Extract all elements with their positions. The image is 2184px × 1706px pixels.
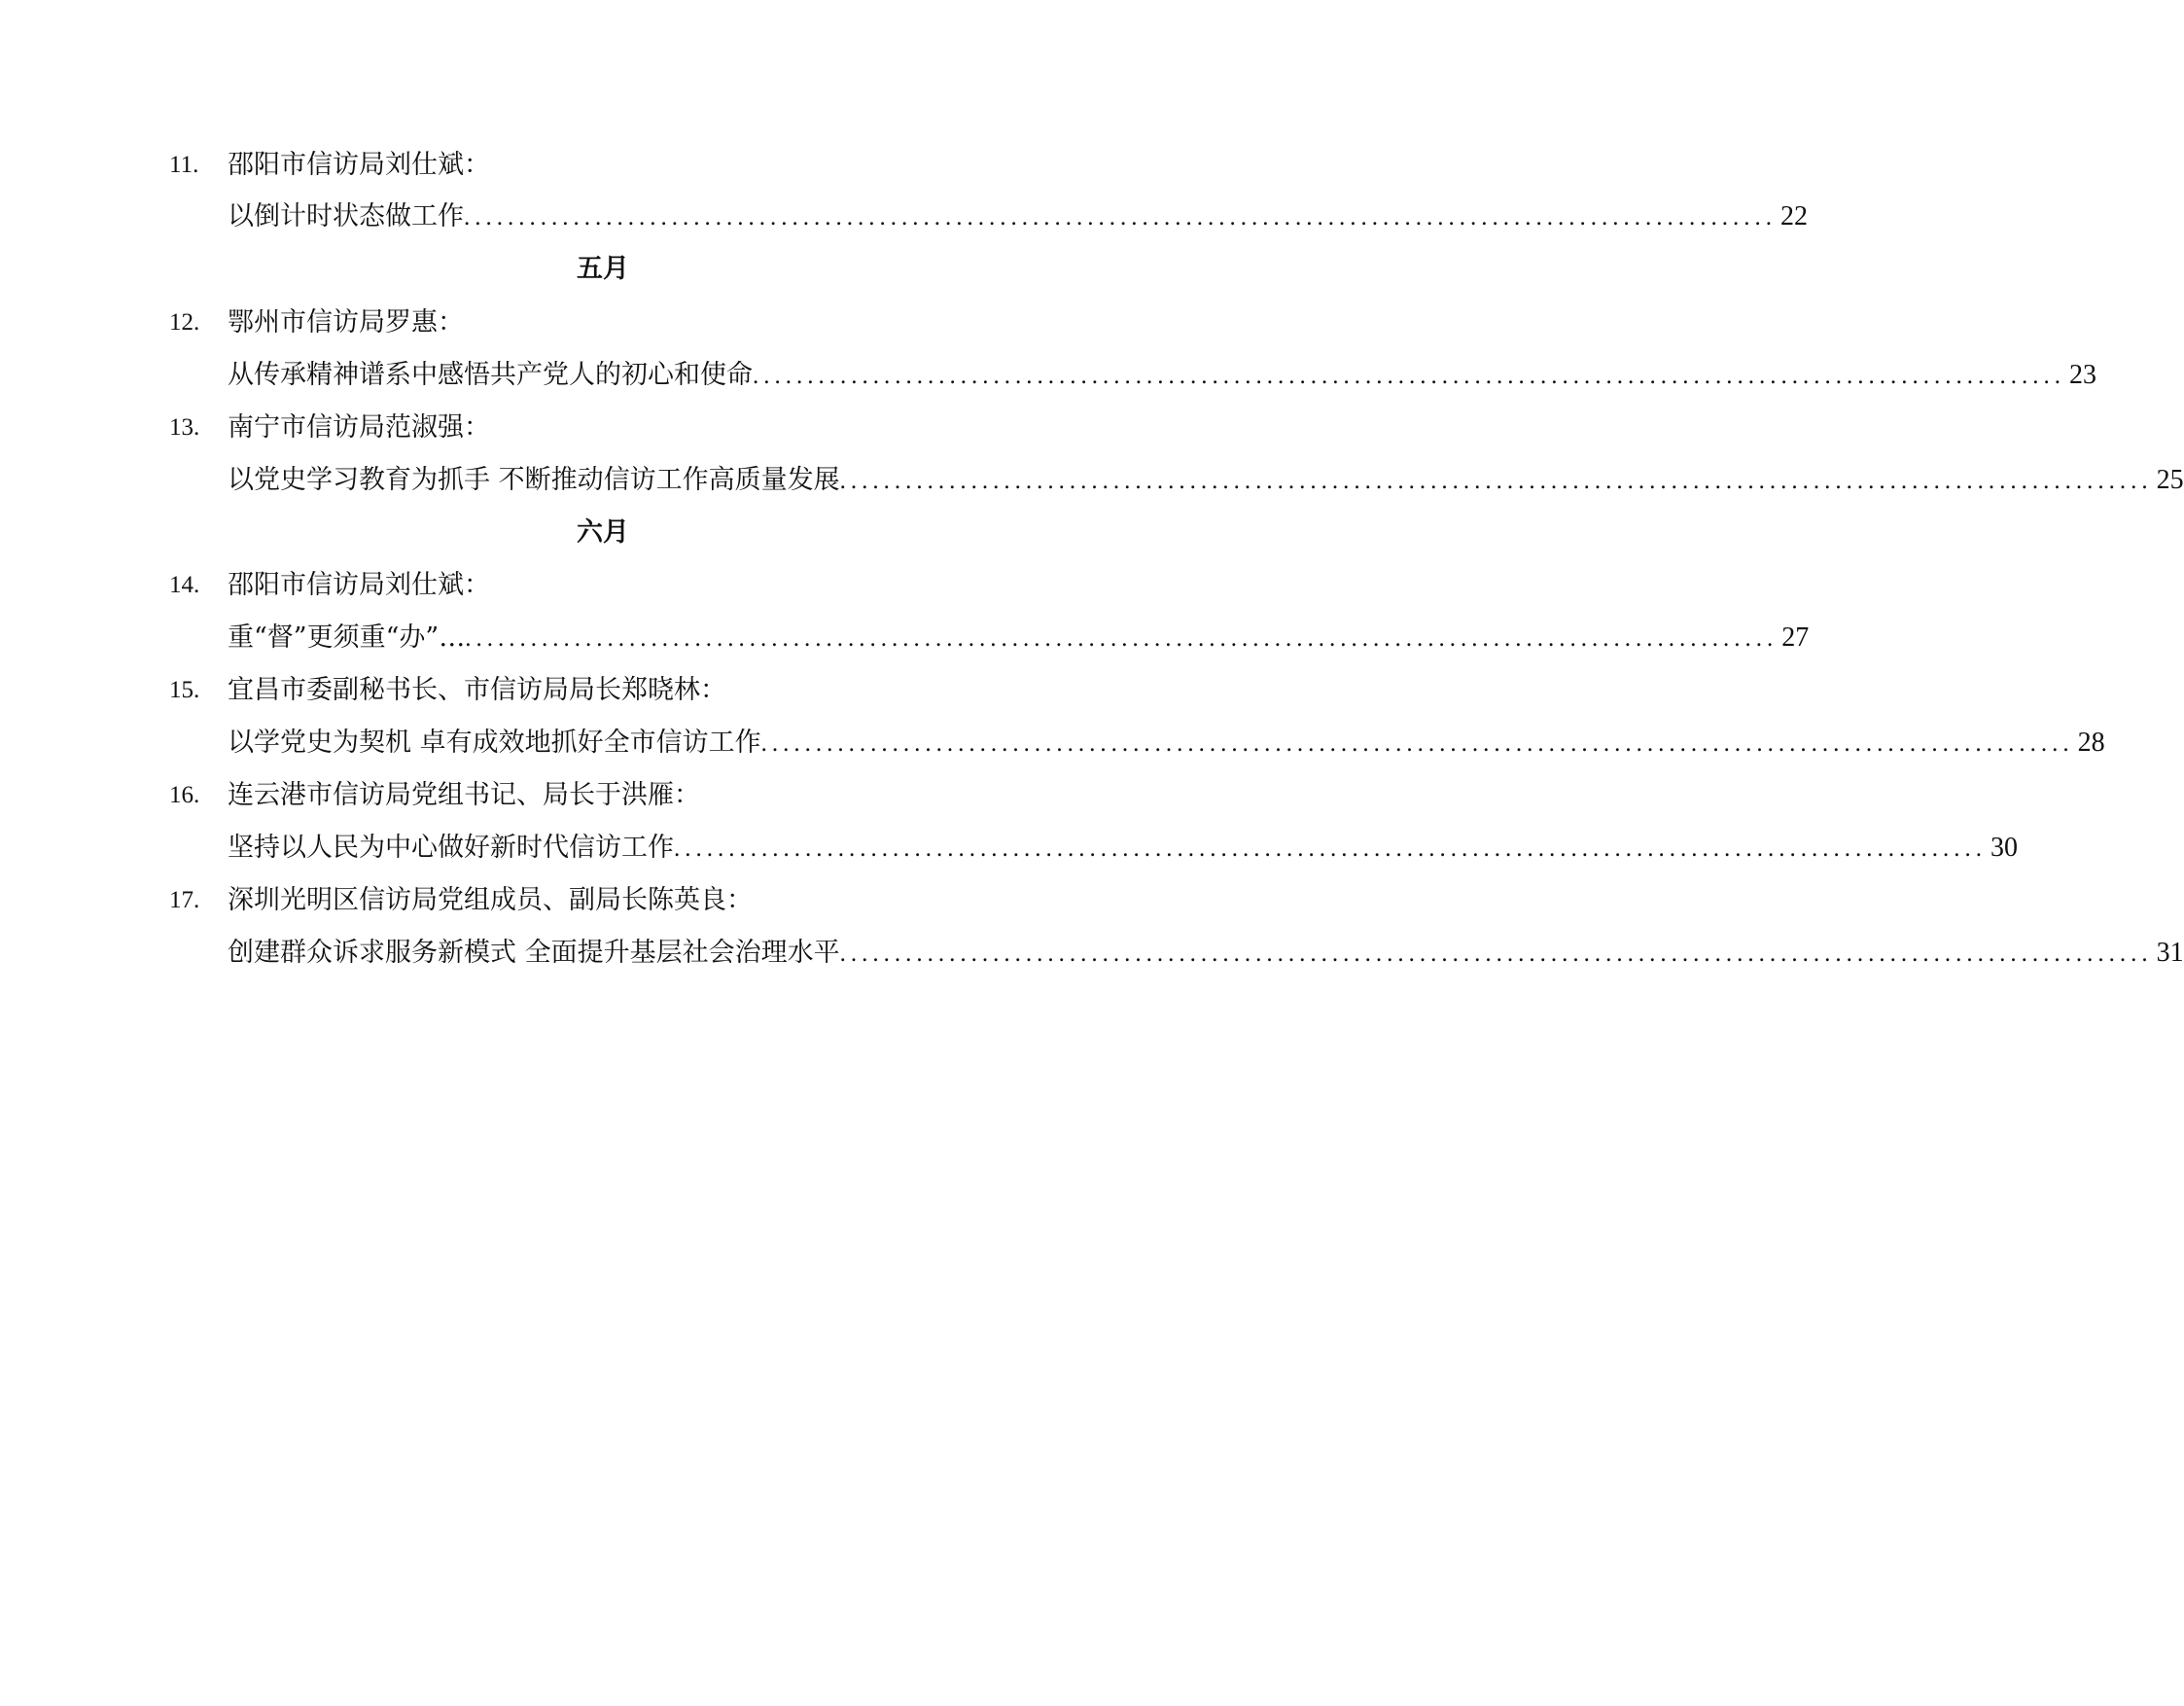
dot-leader: ........................................................................................................................ bbox=[464, 204, 1777, 231]
toc-item-16-entry[interactable] bbox=[0, 829, 2018, 868]
toc-page-number[interactable]: 28 bbox=[2077, 728, 2105, 758]
toc-item-number: 13. bbox=[169, 414, 200, 441]
toc-item-14-header bbox=[0, 566, 1206, 605]
toc-item-author: 深圳光明区信访局党组成员、副局长陈英良： bbox=[228, 885, 753, 915]
toc-item-12-entry[interactable] bbox=[0, 356, 2096, 395]
dot-leader: ........................................................................................................................ bbox=[753, 363, 2065, 389]
toc-entry[interactable] bbox=[228, 934, 2184, 974]
toc-entry[interactable] bbox=[228, 356, 2096, 396]
toc-item-17-entry[interactable] bbox=[0, 934, 2184, 973]
toc-item-author: 鄂州市信访局罗惠： bbox=[228, 307, 464, 338]
dot-leader: ........................................................................................................................ bbox=[760, 730, 2074, 757]
toc-page-number[interactable]: 22 bbox=[1780, 201, 1808, 231]
dot-leader: ........................................................................................................................ bbox=[674, 835, 1987, 862]
toc-page-number[interactable]: 25 bbox=[2156, 465, 2184, 495]
toc-page-number[interactable]: 23 bbox=[2069, 360, 2096, 390]
dot-leader: ........................................................................................................................ bbox=[839, 468, 2153, 494]
toc-item-13-header bbox=[0, 409, 1206, 447]
toc-item-15-entry[interactable] bbox=[0, 724, 2105, 763]
toc-entry-title[interactable]: 从传承精神谱系中感悟共产党人的初心和使命 bbox=[228, 360, 753, 390]
toc-entry-title[interactable]: 以倒计时状态做工作 bbox=[228, 201, 464, 231]
toc-page-number[interactable]: 30 bbox=[1990, 833, 2018, 863]
toc-item-number: 17. bbox=[169, 887, 200, 913]
toc-entry-title[interactable]: 以学党史为契机 卓有成效地抓好全市信访工作 bbox=[228, 728, 761, 758]
toc-entry-title[interactable]: 创建群众诉求服务新模式 全面提升基层社会治理水平 bbox=[228, 938, 840, 968]
dot-leader: ........................................................................................................................ bbox=[839, 941, 2153, 967]
toc-item-author: 南宁市信访局范淑强： bbox=[228, 412, 490, 443]
toc-item-12-header bbox=[0, 303, 1206, 342]
toc-item-14-entry[interactable] bbox=[0, 619, 1810, 658]
toc-entry[interactable] bbox=[228, 619, 1810, 658]
month-heading-june: 六月 bbox=[577, 517, 629, 548]
toc-page-number[interactable]: 27 bbox=[1781, 622, 1810, 653]
toc-page-number[interactable]: 31 bbox=[2156, 938, 2184, 968]
toc-entry[interactable] bbox=[228, 829, 2018, 869]
toc-item-author: 邵阳市信访局刘仕斌： bbox=[228, 150, 490, 180]
toc-item-number: 14. bbox=[169, 572, 200, 598]
toc-item-13-entry[interactable] bbox=[0, 461, 2184, 500]
toc-item-author: 连云港市信访局党组书记、局长于洪雁： bbox=[228, 780, 700, 810]
toc-item-author: 邵阳市信访局刘仕斌： bbox=[228, 570, 490, 600]
toc-item-11-header bbox=[0, 146, 1206, 185]
toc-item-number: 15. bbox=[169, 677, 200, 703]
toc-item-number: 16. bbox=[169, 782, 200, 808]
toc-item-number: 12. bbox=[169, 309, 200, 336]
toc-entry[interactable] bbox=[228, 461, 2184, 501]
toc-item-15-header bbox=[0, 671, 1206, 710]
toc-entry-title[interactable]: 以党史学习教育为抓手 不断推动信访工作高质量发展 bbox=[228, 465, 840, 495]
toc-entry[interactable] bbox=[228, 724, 2105, 764]
toc-item-author: 宜昌市委副秘书长、市信访局局长郑晓林： bbox=[228, 675, 726, 705]
dot-leader: ........................................................................................................................ bbox=[465, 625, 1779, 652]
toc-item-17-header bbox=[0, 881, 1206, 920]
toc-entry-title[interactable]: 重“督”更须重“办”… bbox=[228, 622, 466, 653]
toc-item-11-entry[interactable] bbox=[0, 197, 1808, 236]
toc-entry-title[interactable]: 坚持以人民为中心做好新时代信访工作 bbox=[228, 833, 674, 863]
month-heading-may: 五月 bbox=[577, 254, 629, 284]
toc-item-number: 11. bbox=[169, 152, 199, 178]
toc-entry[interactable] bbox=[228, 197, 1808, 237]
toc-item-16-header bbox=[0, 776, 1206, 815]
